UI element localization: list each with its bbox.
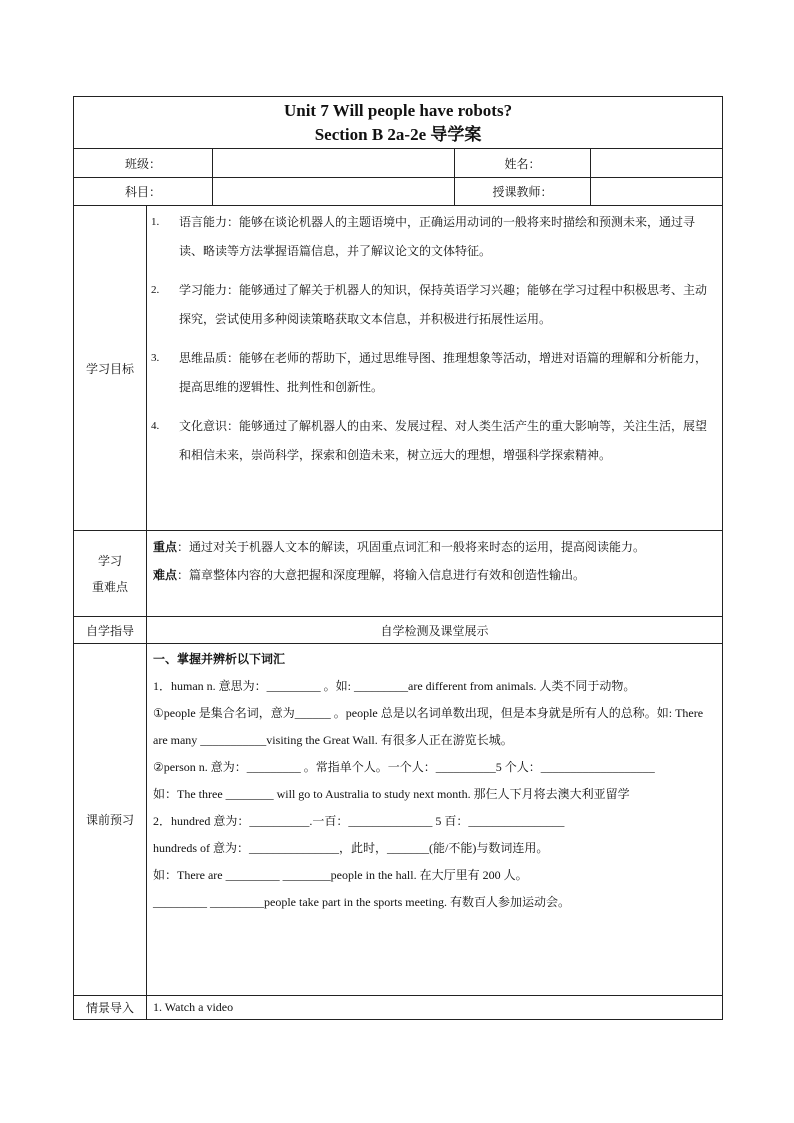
name-field[interactable] bbox=[591, 149, 723, 178]
title-line-1: Unit 7 Will people have robots? bbox=[283, 101, 513, 120]
key-points-label-line-2: 重难点 bbox=[91, 579, 128, 594]
preview-line: hundreds of 意为：_______________，此时，_______(能/不能)与数词连用。 bbox=[153, 841, 549, 855]
goal-number: 2. bbox=[151, 284, 160, 296]
preview-line: _________ _________people take part in the sports meeting. 有数百人参加运动会。 bbox=[153, 895, 570, 909]
preview-label: 课前预习 bbox=[74, 644, 147, 996]
key-point-text: ：通过对关于机器人文本的解读，巩固重点词汇和一般将来时态的运用，提高阅读能力。 bbox=[177, 540, 646, 554]
preview-line: 1．human n. 意思为：_________ 。如: _________are different from animals. 人类不同于动物。 bbox=[153, 679, 636, 693]
goal-item bbox=[147, 276, 722, 334]
class-label: 班级： bbox=[74, 149, 213, 178]
title-line-2: Section B 2a-2e 导学案 bbox=[314, 125, 482, 144]
key-points-content bbox=[147, 531, 723, 617]
goal-text: 学习能力：能够通过了解关于机器人的知识，保持英语学习兴趣；能够在学习过程中积极思考、主动探究，尝试使用多种阅读策略获取文本信息，并积极进行拓展性运用。 bbox=[179, 283, 708, 326]
goal-number: 3. bbox=[151, 352, 160, 364]
class-field[interactable] bbox=[213, 149, 455, 178]
goal-item bbox=[147, 208, 722, 266]
preview-line: 如：The three ________ will go to Australia to study next month. 那仨人下月将去澳大利亚留学 bbox=[153, 787, 630, 801]
preview-line: 2．hundred 意为：__________.一百：______________ 5 百：________________ bbox=[153, 814, 565, 828]
preview-line: ②person n. 意为：_________ 。常指单个人。一个人：__________5 个人：___________________ bbox=[153, 760, 655, 774]
preview-content bbox=[147, 644, 723, 996]
goal-number: 4. bbox=[151, 420, 160, 432]
goals-label: 学习目标 bbox=[74, 206, 147, 531]
preview-line: ①people 是集合名词，意为______ 。people 总是以名词单数出现，但是本身就是所有人的总称。如: There are many ___________visiting the Great Wall. 有很多人正在游览长城。 bbox=[153, 706, 704, 747]
goal-item bbox=[147, 412, 722, 470]
preview-heading: 一、掌握并辨析以下词汇 bbox=[153, 652, 286, 666]
goal-text: 文化意识：能够通过了解机器人的由来、发展过程、对人类生活产生的重大影响等，关注生活，展望和相信未来，崇尚科学，探索和创造未来，树立远大的理想，增强科学探索精神。 bbox=[179, 419, 708, 462]
goal-number: 1. bbox=[151, 216, 160, 228]
key-points-label-line-1: 学习 bbox=[97, 553, 122, 568]
goal-item bbox=[147, 344, 722, 402]
name-label: 姓名： bbox=[455, 149, 591, 178]
goal-text: 思维品质：能够在老师的帮助下，通过思维导图、推理想象等活动，增进对语篇的理解和分析能力，提高思维的逻辑性、批判性和创新性。 bbox=[179, 351, 708, 394]
goal-text: 语言能力：能够在谈论机器人的主题语境中，正确运用动词的一般将来时描绘和预测未来，通过寻读、略读等方法掌握语篇信息，并了解议论文的文体特征。 bbox=[179, 215, 696, 258]
teacher-label: 授课教师： bbox=[455, 178, 591, 206]
worksheet-table bbox=[73, 96, 723, 1020]
key-point-label: 重点 bbox=[153, 540, 178, 554]
guide-content: 自学检测及课堂展示 bbox=[147, 617, 723, 644]
goals-list bbox=[147, 206, 723, 531]
difficult-point bbox=[153, 561, 716, 589]
teacher-field[interactable] bbox=[591, 178, 723, 206]
key-points-label bbox=[74, 531, 147, 617]
difficult-point-text: ：篇章整体内容的大意把握和深度理解，将输入信息进行有效和创造性输出。 bbox=[177, 568, 586, 582]
page-title bbox=[74, 97, 723, 149]
subject-field[interactable] bbox=[213, 178, 455, 206]
difficult-point-label: 难点 bbox=[153, 568, 178, 582]
intro-content: 1. Watch a video bbox=[147, 996, 723, 1020]
worksheet bbox=[73, 96, 722, 1020]
subject-label: 科目： bbox=[74, 178, 213, 206]
guide-label: 自学指导 bbox=[74, 617, 147, 644]
intro-label: 情景导入 bbox=[74, 996, 147, 1020]
key-point bbox=[153, 533, 716, 561]
preview-line: 如：There are _________ ________people in the hall. 在大厅里有 200 人。 bbox=[153, 868, 528, 882]
